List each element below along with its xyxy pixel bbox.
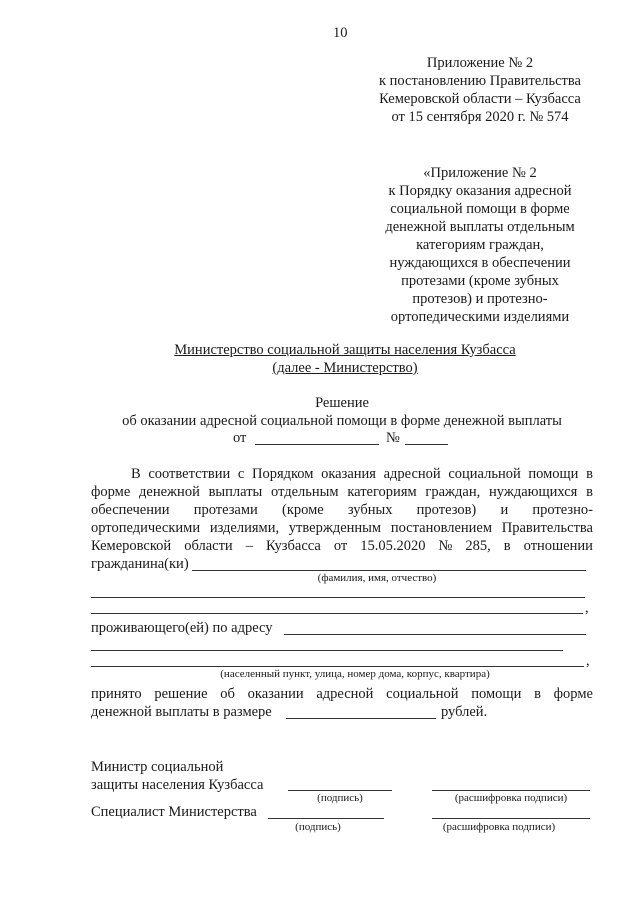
paragraph-line: обеспечении протезами (кроме зубных протезов) и протезно- [91,502,593,518]
paragraph-line: В соответствии с Порядком оказания адресной социальной помощи в [131,466,593,482]
minister-decode-field[interactable] [432,790,590,791]
paragraph-line: принято решение об оказании адресной социальной помощи в форме [91,686,593,702]
appendix-inner-line: категориям граждан, [416,237,544,253]
appendix-inner-line: «Приложение № 2 [423,165,537,181]
minister-signature-field[interactable] [288,790,392,791]
paragraph-line: форме денежной выплаты отдельным категориям граждан, нуждающихся в [91,484,593,500]
minister-title-line2: защиты населения Кузбасса [91,777,264,793]
decode-caption: (расшифровка подписи) [454,792,568,804]
decision-subtitle: об оказании адресной социальной помощи в форме денежной выплаты [122,413,562,429]
paragraph-line: Кемеровской области – Кузбасса от 15.05.2020 № 285, в отношении [91,538,593,554]
appendix-top-line: Приложение № 2 [426,55,534,71]
ministry-title: Министерство социальной защиты населения Кузбасса [174,342,516,358]
paragraph-line: ортопедическими изделиями, утвержденным постановлением Правительства [91,520,593,536]
specialist-title: Специалист Министерства [91,804,257,820]
citizen-label: гражданина(ки) [91,556,189,572]
amount-field[interactable] [286,718,436,719]
comma-mark: , [586,653,590,669]
address-field-2[interactable] [91,650,563,651]
amount-currency: рублей. [441,704,488,720]
appendix-inner-line: ортопедическими изделиями [390,309,570,325]
fio-caption: (фамилия, имя, отчество) [317,572,437,584]
appendix-inner-line: денежной выплаты отдельным [385,219,575,235]
appendix-inner-line: к Порядку оказания адресной [388,183,572,199]
appendix-inner-line: нуждающихся в обеспечении [389,255,571,271]
appendix-top-line: к постановлению Правительства [379,73,581,89]
citizen-name-field-3[interactable] [91,613,583,614]
decision-date-field[interactable] [255,444,379,445]
appendix-inner-line: протезами (кроме зубных [401,273,559,289]
address-caption: (населенный пункт, улица, номер дома, корпус, квартира) [220,668,490,680]
signature-caption: (подпись) [317,792,363,804]
decision-title: Решение [315,395,369,411]
specialist-decode-field[interactable] [432,818,590,819]
decision-number-label: № [386,430,400,446]
decision-from-label: от [233,430,247,446]
residing-label: проживающего(ей) по адресу [91,620,273,636]
address-field-3[interactable] [91,666,584,667]
appendix-top-line: от 15 сентября 2020 г. № 574 [391,109,569,125]
page-number: 10 [333,25,348,41]
specialist-signature-field[interactable] [268,818,384,819]
ministry-subtitle: (далее - Министерство) [272,360,418,376]
comma-mark: , [585,600,589,616]
address-field[interactable] [284,634,586,635]
appendix-inner-line: протезов) и протезно- [412,291,548,307]
minister-title-line1: Министр социальной [91,759,224,775]
decision-number-field[interactable] [405,444,448,445]
appendix-inner-line: социальной помощи в форме [390,201,570,217]
decode-caption: (расшифровка подписи) [442,821,556,833]
amount-label: денежной выплаты в размере [91,704,272,720]
appendix-top-line: Кемеровской области – Кузбасса [379,91,581,107]
citizen-name-field[interactable] [192,570,586,571]
citizen-name-field-2[interactable] [91,597,585,598]
signature-caption: (подпись) [295,821,341,833]
